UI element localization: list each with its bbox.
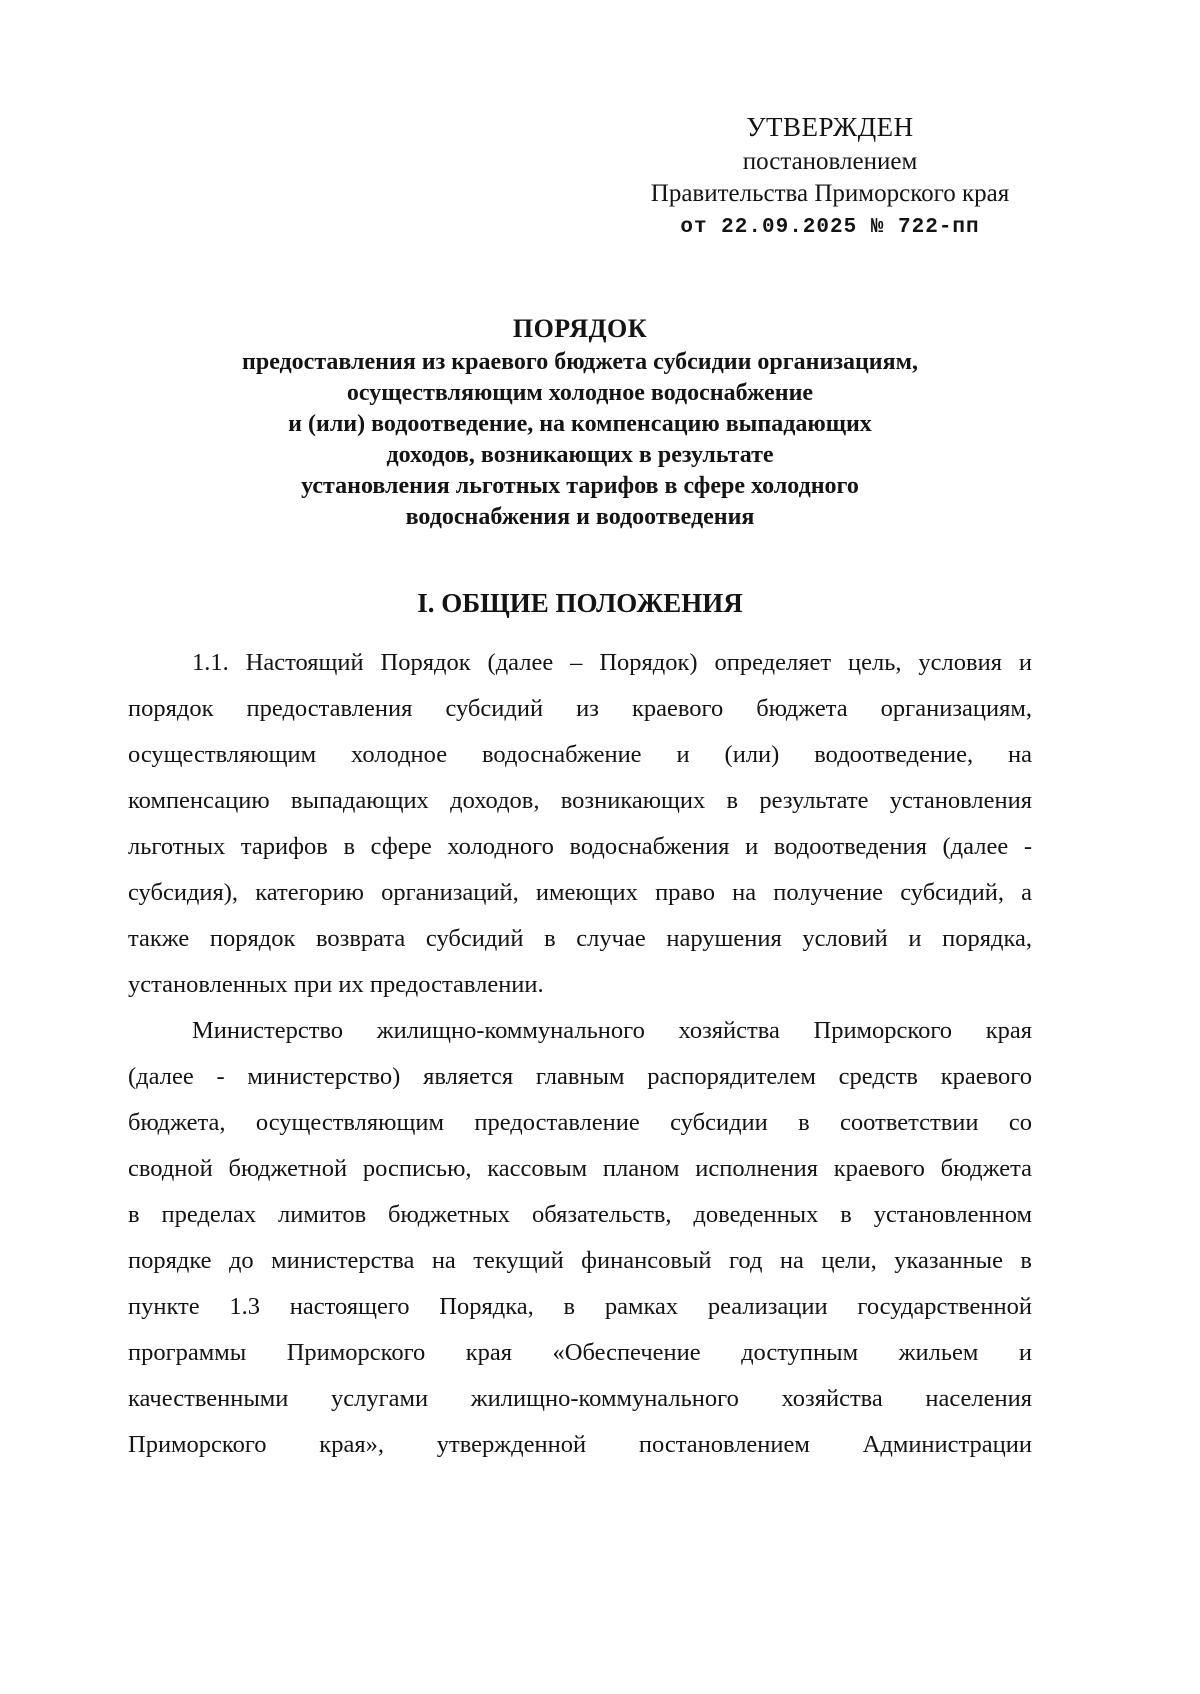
text-line: порядке до министерства на текущий финансовый год на цели, указанные в bbox=[128, 1247, 1032, 1274]
text-line: программы Приморского края «Обеспечение доступным жильем и bbox=[128, 1339, 1032, 1366]
text-line: установленных при их предоставлении. bbox=[128, 971, 544, 998]
text-line: пункте 1.3 настоящего Порядка, в рамках реализации государственной bbox=[128, 1293, 1032, 1320]
text-line: качественными услугами жилищно-коммунального хозяйства населения bbox=[128, 1385, 1032, 1412]
text-line: компенсацию выпадающих доходов, возникающих в результате установления bbox=[128, 787, 1032, 814]
text-line: порядок предоставления субсидий из краевого бюджета организациям, bbox=[128, 695, 1032, 722]
title-line: и (или) водоотведение, на компенсацию выпадающих bbox=[288, 411, 872, 437]
text-line: в пределах лимитов бюджетных обязательств, доведенных в установленном bbox=[128, 1201, 1032, 1228]
title-line: осуществляющим холодное водоснабжение bbox=[346, 380, 814, 406]
text-line: (далее - министерство) является главным распорядителем средств краевого bbox=[128, 1063, 1032, 1090]
approval-line: постановлением bbox=[742, 148, 918, 175]
title-line: предоставления из краевого бюджета субсидии организациям, bbox=[242, 349, 918, 375]
text-line: Министерство жилищно-коммунального хозяйства Приморского края bbox=[192, 1017, 1032, 1044]
approval-number: от 22.09.2025 № 722-пп bbox=[680, 216, 980, 239]
text-line: субсидия), категорию организаций, имеющих право на получение субсидий, а bbox=[128, 879, 1032, 906]
document-title bbox=[128, 311, 1032, 533]
approval-block bbox=[620, 108, 1040, 244]
text-line: осуществляющим холодное водоснабжение и (или) водоотведение, на bbox=[128, 741, 1032, 768]
approval-heading: УТВЕРЖДЕН bbox=[746, 112, 914, 142]
text-line: бюджета, осуществляющим предоставление субсидии в соответствии со bbox=[128, 1109, 1032, 1136]
title-main: ПОРЯДОК bbox=[512, 314, 648, 343]
title-line: установления льготных тарифов в сфере холодного bbox=[301, 473, 859, 499]
text-line: Приморского края», утвержденной постановлением Администрации bbox=[128, 1431, 1032, 1458]
section-heading: I. ОБЩИЕ ПОЛОЖЕНИЯ bbox=[417, 588, 743, 618]
text-line: льготных тарифов в сфере холодного водоснабжения и водоотведения (далее - bbox=[128, 833, 1032, 860]
paragraph-1-1 bbox=[128, 640, 1032, 1008]
text-line: сводной бюджетной росписью, кассовым планом исполнения краевого бюджета bbox=[128, 1155, 1032, 1182]
paragraph-ministry bbox=[128, 1008, 1032, 1468]
title-line: водоснабжения и водоотведения bbox=[405, 504, 755, 530]
approval-line: Правительства Приморского края bbox=[650, 180, 1010, 207]
text-line: также порядок возврата субсидий в случае нарушения условий и порядка, bbox=[128, 925, 1032, 952]
document-body bbox=[128, 640, 1032, 1468]
text-line: 1.1. Настоящий Порядок (далее – Порядок) определяет цель, условия и bbox=[192, 649, 1032, 676]
title-line: доходов, возникающих в результате bbox=[386, 442, 774, 468]
